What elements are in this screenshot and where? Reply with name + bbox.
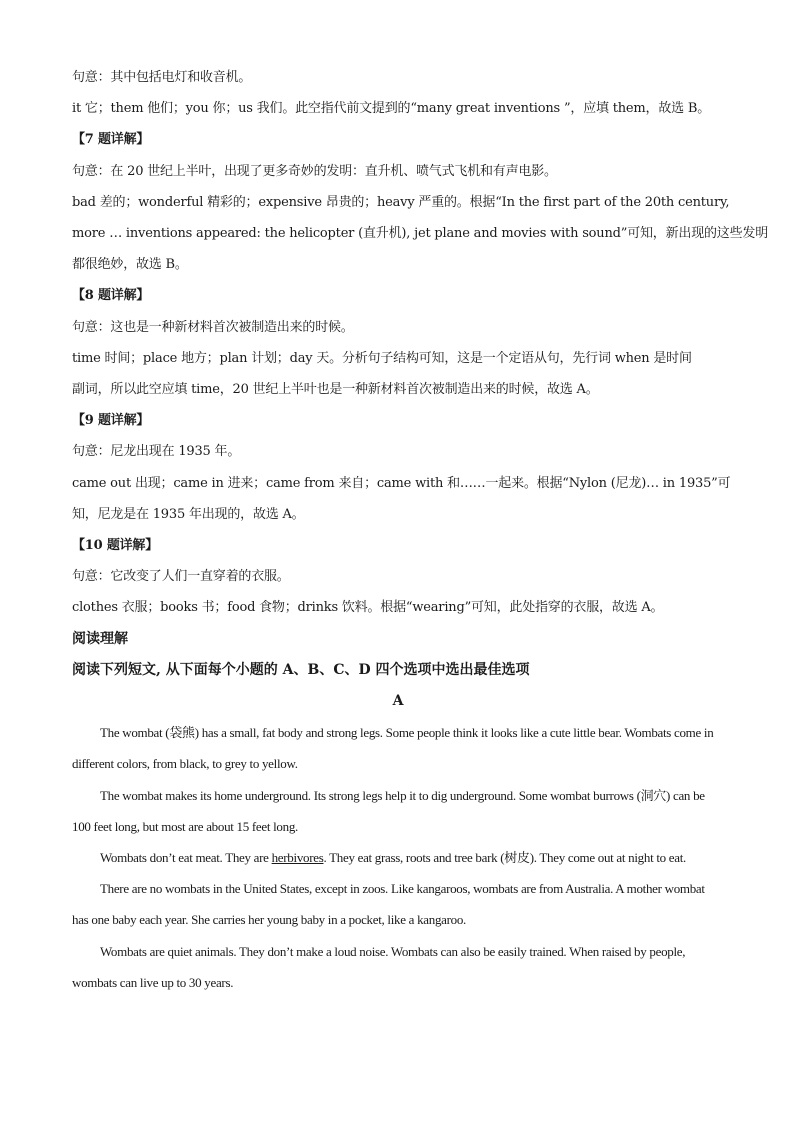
answer-explanations xyxy=(72,62,769,624)
passage-paragraph-1: The wombat (袋熊) has a small, fat body and strong legs. Some people think it looks like a cute little bear. Wombats come in different colors, from black, to grey to yellow. xyxy=(72,725,714,772)
explanation-line: 知，尼龙是在 1935 年出现的，故选 A。 xyxy=(72,506,305,522)
passage-paragraph-2: The wombat makes its home underground. Its strong legs help it to dig underground. Some wombat burrows (洞穴) can be 100 feet long, but most are about 15 feet long. xyxy=(72,787,705,834)
explanation-line: 句意：其中包括电灯和收音机。 xyxy=(72,70,252,85)
explanation-line: 句意：尼龙出现在 1935 年。 xyxy=(72,444,241,460)
question-detail-label: 【10 题详解】 xyxy=(72,538,159,554)
question-detail-label: 【8 题详解】 xyxy=(72,288,150,304)
passage-paragraph-3-end: . They eat grass, roots and tree bark (树皮). They come out at night to eat. xyxy=(323,850,686,866)
passage-paragraph-4: There are no wombats in the United States, except in zoos. Like kangaroos, wombats are from Australia. A mother wombat has one baby each year. She carries her young baby in a pocket, like a kangaroo. xyxy=(72,881,705,928)
explanation-line: 副词，所以此空应填 time，20 世纪上半叶也是一种新材料首次被制造出来的时候，故选 A。 xyxy=(72,382,599,398)
explanation-line: came out 出现；came in 进来；came from 来自；came with 和……一起来。根据“Nylon (尼龙)… in 1935”可 xyxy=(72,475,731,491)
section-instruction: 阅读下列短文, 从下面每个小题的 A、B、C、D 四个选项中选出最佳选项 xyxy=(72,661,530,678)
passage-label: A xyxy=(392,693,404,710)
explanation-line: 句意：在 20 世纪上半叶，出现了更多奇妙的发明：直升机、喷气式飞机和有声电影。 xyxy=(72,163,557,179)
explanation-line: 句意：它改变了人们一直穿着的衣服。 xyxy=(72,569,290,585)
document-page xyxy=(72,62,769,998)
explanation-line: more … inventions appeared: the helicopter (直升机), jet plane and movies with sound”可知，新出现的这些发明 xyxy=(72,226,769,242)
explanation-line: clothes 衣服；books 书；food 食物；drinks 饮料。根据“wearing”可知，此处指穿的衣服，故选 A。 xyxy=(72,600,664,616)
underlined-word-herbivores: herbivores xyxy=(271,850,324,866)
section-title: 阅读理解 xyxy=(72,630,128,647)
explanation-line: 句意：这也是一种新材料首次被制造出来的时候。 xyxy=(72,319,354,335)
explanation-line: time 时间；place 地方；plan 计划；day 天。分析句子结构可知，这是一个定语从句，先行词 when 是时间 xyxy=(72,350,692,366)
explanation-line: it 它；them 他们；you 你；us 我们。此空指代前文提到的“many great inventions ”，应填 them，故选 B。 xyxy=(72,101,711,117)
question-detail-label: 【7 题详解】 xyxy=(72,132,150,148)
passage-paragraph-3 xyxy=(72,842,724,873)
explanation-line: bad 差的；wonderful 精彩的；expensive 昂贵的；heavy 严重的。根据“In the first part of the 20th century, xyxy=(72,194,730,210)
question-detail-label: 【9 题详解】 xyxy=(72,413,150,429)
explanation-line: 都很绝妙，故选 B。 xyxy=(72,257,188,273)
passage-paragraph-5: Wombats are quiet animals. They don’t make a loud noise. Wombats can also be easily trained. When raised by people, wombats can live up to 30 years. xyxy=(72,943,686,990)
passage-paragraph-3-start: Wombats don’t eat meat. They are xyxy=(100,850,272,866)
